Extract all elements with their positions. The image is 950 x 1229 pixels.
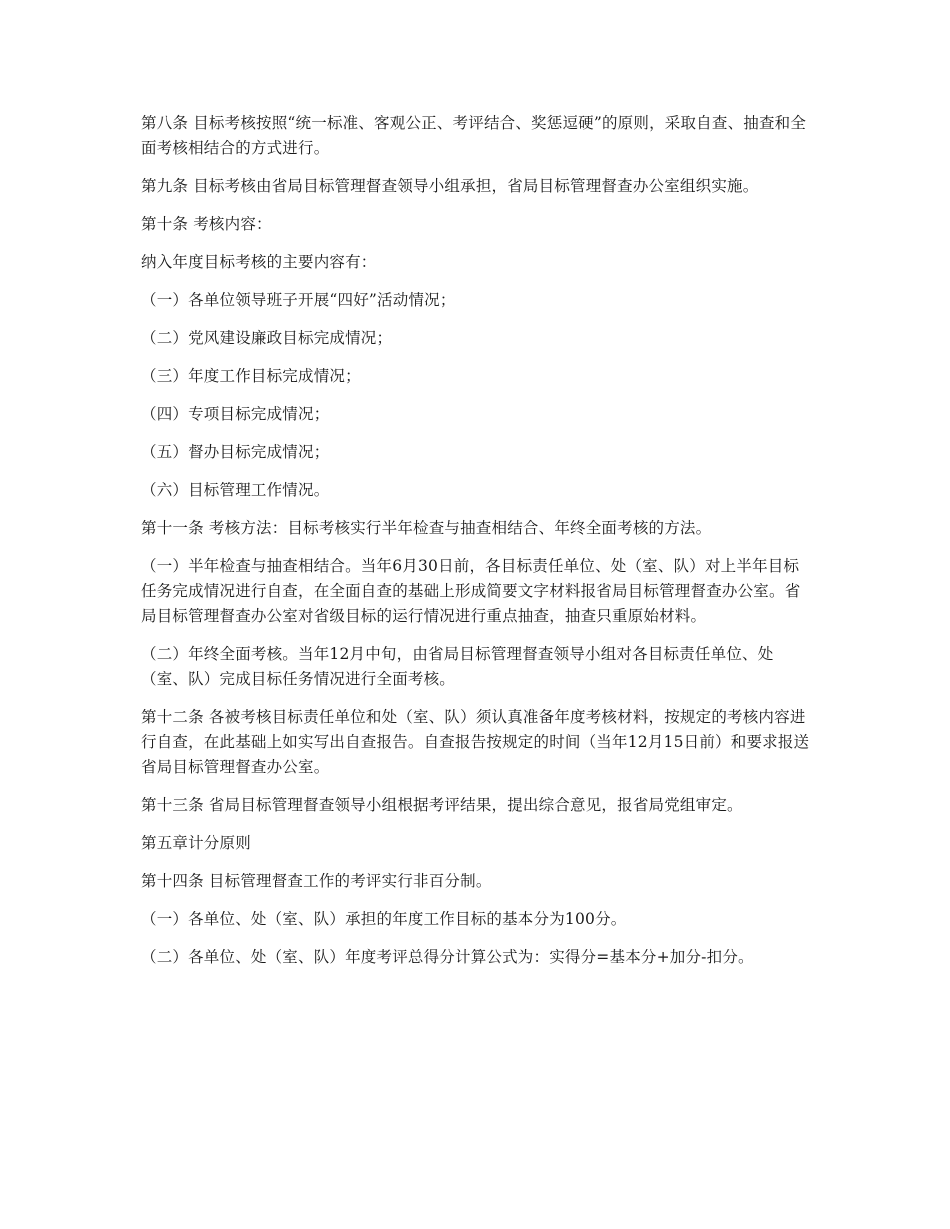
article-8: 第八条 目标考核按照“统一标准、客观公正、考评结合、奖惩逗硬”的原则，采取自查、抽查和全面考核相结合的方式进行。 — [141, 114, 807, 157]
article-10-intro: 纳入年度目标考核的主要内容有： — [141, 253, 377, 271]
content-item-6: （六）目标管理工作情况。 — [141, 481, 330, 499]
content-item-2: （二）党风建设廉政目标完成情况； — [141, 329, 393, 347]
scoring-item-1: （一）各单位、处（室、队）承担的年度工作目标的基本分为100分。 — [141, 910, 627, 928]
scoring-item-2: （二）各单位、处（室、队）年度考评总得分计算公式为：实得分=基本分+加分-扣分。 — [141, 948, 754, 966]
article-10: 第十条 考核内容： — [141, 215, 272, 233]
article-11: 第十一条 考核方法：目标考核实行半年检查与抽查相结合、年终全面考核的方法。 — [141, 519, 712, 537]
content-item-1: （一）各单位领导班子开展“四好”活动情况； — [141, 291, 456, 309]
method-item-1: （一）半年检查与抽查相结合。当年6月30日前，各目标责任单位、处（室、队）对上半年目标任务完成情况进行自查，在全面自查的基础上形成简要文字材料报省局目标管理督查办公室。省局目标管理督查办公室对省级目标的运行情况进行重点抽查，抽查只重原始材料。 — [141, 557, 801, 625]
content-item-5: （五）督办目标完成情况； — [141, 443, 330, 461]
document-page — [141, 111, 813, 983]
content-item-3: （三）年度工作目标完成情况； — [141, 367, 361, 385]
article-12: 第十二条 各被考核目标责任单位和处（室、队）须认真准备年度考核材料，按规定的考核内容进行自查，在此基础上如实写出自查报告。自查报告按规定的时间（当年12月15日前）和要求报送省局目标管理督查办公室。 — [141, 708, 810, 776]
method-item-2: （二）年终全面考核。当年12月中旬，由省局目标管理督查领导小组对各目标责任单位、处（室、队）完成目标任务情况进行全面考核。 — [141, 645, 774, 688]
content-item-4: （四）专项目标完成情况； — [141, 405, 330, 423]
article-13: 第十三条 省局目标管理督查领导小组根据考评结果，提出综合意见，报省局党组审定。 — [141, 796, 743, 814]
article-9: 第九条 目标考核由省局目标管理督查领导小组承担，省局目标管理督查办公室组织实施。 — [141, 177, 759, 195]
article-14: 第十四条 目标管理督查工作的考评实行非百分制。 — [141, 872, 492, 890]
chapter-5-heading: 第五章计分原则 — [141, 834, 251, 852]
